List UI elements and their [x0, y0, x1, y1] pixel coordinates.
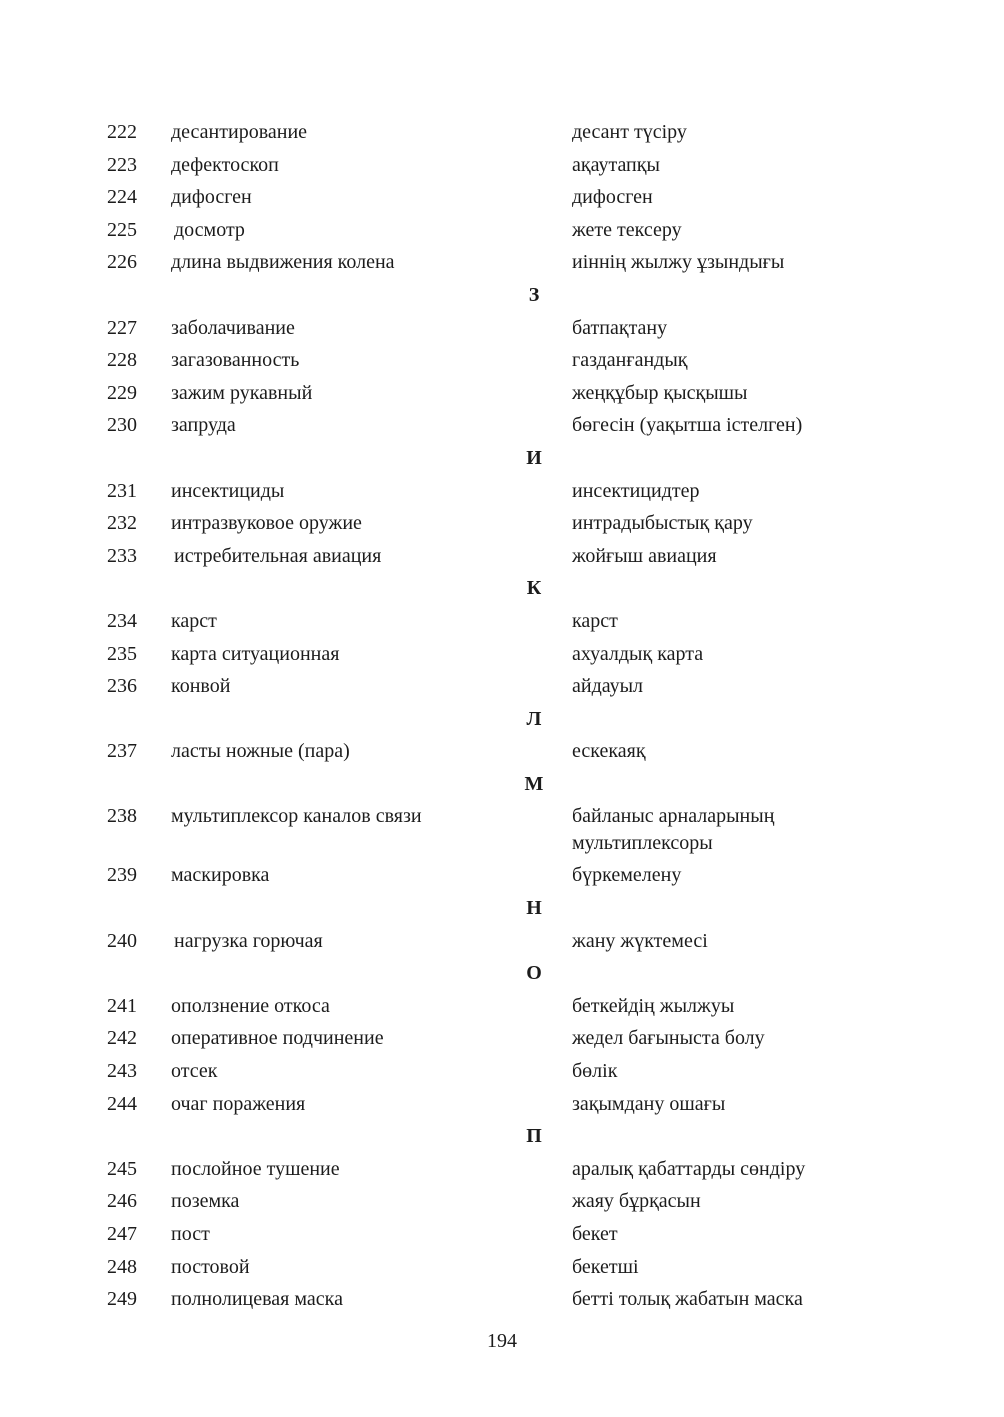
glossary-row — [0, 1022, 1004, 1055]
russian-term: ласты ножные (пара) — [171, 740, 350, 763]
glossary-row — [0, 670, 1004, 703]
glossary-row — [0, 1218, 1004, 1251]
russian-term: загазованность — [171, 349, 300, 372]
kazakh-term: батпақтану — [572, 316, 668, 339]
russian-term: конвой — [171, 675, 231, 698]
section-letter: З — [528, 283, 540, 306]
entry-number: 244 — [107, 1092, 137, 1115]
entry-number: 233 — [107, 544, 137, 567]
kazakh-term: зақымдану ошағы — [572, 1092, 726, 1115]
entry-number: 249 — [107, 1288, 137, 1311]
glossary-row — [0, 1283, 1004, 1316]
entry-number: 235 — [107, 642, 137, 665]
section-letter: Л — [526, 707, 542, 730]
glossary-row — [0, 475, 1004, 508]
kazakh-term: бетті толық жабатын маска — [572, 1288, 803, 1311]
entry-number: 236 — [107, 675, 137, 698]
glossary-row — [0, 507, 1004, 540]
section-letter: Н — [526, 897, 542, 920]
entry-number: 222 — [107, 121, 137, 143]
entry-number: 234 — [107, 609, 137, 632]
russian-term: дифосген — [171, 186, 252, 209]
russian-term: поземка — [171, 1190, 240, 1213]
entry-number: 224 — [107, 186, 137, 209]
kazakh-term: айдауыл — [572, 675, 644, 698]
glossary-row — [0, 1088, 1004, 1121]
kazakh-term: аралық қабаттарды сөндіру — [572, 1157, 806, 1180]
glossary-row — [0, 859, 1004, 892]
kazakh-term: инсектицидтер — [572, 479, 700, 502]
entry-number: 228 — [107, 349, 137, 372]
entry-number: 245 — [107, 1157, 137, 1180]
russian-term: мультиплексор каналов связи — [171, 805, 422, 828]
kazakh-term: карст — [572, 609, 618, 632]
glossary-row — [0, 925, 1004, 958]
russian-term: запруда — [171, 414, 236, 437]
entry-number: 237 — [107, 740, 137, 763]
section-letter: П — [526, 1125, 542, 1148]
entry-number: 243 — [107, 1060, 137, 1083]
russian-term: оползнение откоса — [171, 994, 330, 1017]
kazakh-term: бекет — [572, 1223, 618, 1245]
section-letter: М — [524, 772, 544, 795]
glossary-table — [0, 116, 1004, 1316]
section-letter: К — [526, 577, 542, 600]
russian-term: очаг поражения — [171, 1092, 306, 1115]
kazakh-term: дифосген — [572, 186, 653, 209]
glossary-row — [0, 181, 1004, 214]
kazakh-term: интрадыбыстық қару — [572, 512, 753, 535]
kazakh-term: жаяу бұрқасын — [572, 1190, 701, 1213]
kazakh-term: беткейдің жылжуы — [572, 994, 735, 1017]
glossary-row — [0, 735, 1004, 768]
entry-number: 242 — [107, 1027, 137, 1050]
glossary-row — [0, 344, 1004, 377]
entry-number: 230 — [107, 414, 137, 437]
entry-number: 232 — [107, 512, 137, 535]
glossary-row — [0, 116, 1004, 149]
glossary-row — [0, 800, 1004, 859]
glossary-row — [0, 409, 1004, 442]
kazakh-term: иіннің жылжу ұзындығы — [572, 251, 785, 274]
glossary-row — [0, 605, 1004, 638]
glossary-row — [0, 377, 1004, 410]
kazakh-term: ақаутапқы — [572, 153, 660, 176]
glossary-row — [0, 246, 1004, 279]
russian-term: истребительная авиация — [174, 544, 382, 567]
entry-number: 231 — [107, 479, 137, 502]
entry-number: 223 — [107, 153, 137, 176]
kazakh-term: жойғыш авиация — [572, 544, 717, 567]
kazakh-term: жете тексеру — [572, 218, 682, 241]
russian-term: зажим рукавный — [171, 381, 313, 404]
entry-number: 248 — [107, 1255, 137, 1278]
kazakh-term: десант түсіру — [572, 121, 687, 143]
russian-term: дефектоскоп — [171, 153, 279, 176]
glossary-row — [0, 1055, 1004, 1088]
russian-term: оперативное подчинение — [171, 1027, 384, 1050]
russian-term: послойное тушение — [171, 1157, 340, 1180]
entry-number: 247 — [107, 1223, 137, 1245]
russian-term: карта ситуационная — [171, 642, 340, 665]
kazakh-term: байланыс арналарының мультиплексоры — [572, 805, 775, 855]
glossary-row — [0, 990, 1004, 1023]
glossary-row — [0, 540, 1004, 573]
kazakh-term: бөлік — [572, 1060, 618, 1083]
russian-term: длина выдвижения колена — [171, 251, 395, 274]
russian-term: пост — [171, 1223, 210, 1245]
kazakh-term: жану жүктемесі — [572, 929, 708, 952]
page-number: 194 — [487, 1330, 517, 1352]
entry-number: 240 — [107, 929, 137, 952]
kazakh-term: газданғандық — [572, 349, 688, 372]
glossary-row — [0, 638, 1004, 671]
russian-term: интразвуковое оружие — [171, 512, 362, 535]
glossary-row — [0, 312, 1004, 345]
russian-term: заболачивание — [171, 316, 295, 339]
glossary-row — [0, 1153, 1004, 1186]
kazakh-term: бөгесін (уақытша істелген) — [572, 414, 803, 437]
russian-term: досмотр — [174, 218, 245, 241]
russian-term: карст — [171, 609, 217, 632]
entry-number: 238 — [107, 805, 137, 828]
russian-term: нагрузка горючая — [174, 929, 323, 952]
section-letter: О — [526, 962, 542, 985]
glossary-row — [0, 1251, 1004, 1284]
entry-number: 225 — [107, 218, 137, 241]
russian-term: отсек — [171, 1060, 218, 1083]
glossary-row — [0, 1185, 1004, 1218]
entry-number: 239 — [107, 864, 137, 887]
kazakh-term: жедел бағыныста болу — [572, 1027, 765, 1050]
kazakh-term: ахуалдық карта — [572, 642, 704, 665]
russian-term: полнолицевая маска — [171, 1288, 343, 1311]
entry-number: 246 — [107, 1190, 137, 1213]
entry-number: 229 — [107, 381, 137, 404]
russian-term: маскировка — [171, 864, 270, 887]
section-letter: И — [526, 446, 542, 469]
glossary-row — [0, 214, 1004, 247]
kazakh-term: бүркемелену — [572, 864, 682, 887]
kazakh-term: бекетші — [572, 1255, 639, 1278]
glossary-row — [0, 149, 1004, 182]
entry-number: 241 — [107, 994, 137, 1017]
entry-number: 227 — [107, 316, 137, 339]
entry-number: 226 — [107, 251, 137, 274]
kazakh-term: жеңқұбыр қысқышы — [572, 381, 748, 404]
russian-term: постовой — [171, 1255, 250, 1278]
kazakh-term: ескекаяқ — [572, 740, 646, 763]
russian-term: инсектициды — [171, 479, 285, 502]
russian-term: десантирование — [171, 121, 308, 143]
